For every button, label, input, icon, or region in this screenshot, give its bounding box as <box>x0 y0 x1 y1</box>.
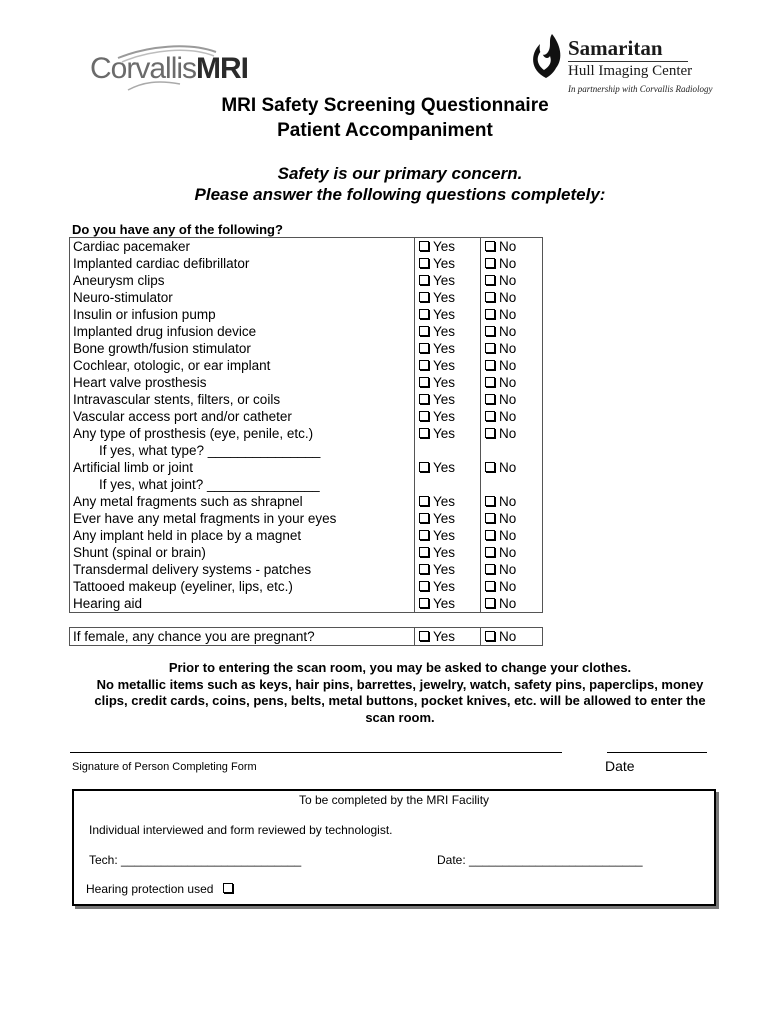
checkbox-icon <box>419 462 429 472</box>
yes-label: Yes <box>433 324 456 339</box>
question-text: Cardiac pacemaker <box>73 239 191 254</box>
checkbox-icon <box>485 428 495 438</box>
no-checkbox[interactable] <box>485 425 516 442</box>
yes-checkbox[interactable] <box>419 323 455 340</box>
yes-label: Yes <box>433 375 456 390</box>
question-row <box>70 544 542 561</box>
no-label: No <box>499 324 517 339</box>
yes-checkbox[interactable] <box>419 561 455 578</box>
no-label: No <box>499 596 517 611</box>
checkbox-icon <box>419 496 429 506</box>
followup-field[interactable]: If yes, what joint? _______________ <box>99 477 320 492</box>
questions-heading: Do you have any of the following? <box>72 222 283 237</box>
no-label: No <box>499 409 517 424</box>
question-text: Intravascular stents, filters, or coils <box>73 392 281 407</box>
checkbox-icon <box>485 462 495 472</box>
question-text: Bone growth/fusion stimulator <box>73 341 251 356</box>
question-text: Aneurysm clips <box>73 273 165 288</box>
yes-checkbox[interactable] <box>419 510 455 527</box>
no-checkbox[interactable] <box>485 391 516 408</box>
yes-checkbox[interactable] <box>419 544 455 561</box>
page-title-line2: Patient Accompaniment <box>277 120 493 141</box>
page-title: MRI Safety Screening Questionnaire <box>221 95 549 116</box>
yes-checkbox[interactable] <box>419 289 455 306</box>
yes-checkbox[interactable] <box>419 578 455 595</box>
question-text: Transdermal delivery systems - patches <box>73 562 312 577</box>
no-label: No <box>499 426 517 441</box>
question-text: If female, any chance you are pregnant? <box>73 629 315 644</box>
no-checkbox[interactable] <box>485 510 516 527</box>
yes-checkbox[interactable] <box>419 391 455 408</box>
no-checkbox[interactable] <box>485 306 516 323</box>
question-text: Insulin or infusion pump <box>73 307 216 322</box>
yes-label: Yes <box>433 426 456 441</box>
question-row <box>70 289 542 306</box>
no-label: No <box>499 629 517 644</box>
question-row <box>70 561 542 578</box>
no-label: No <box>499 562 517 577</box>
subtitle-line1: Safety is our primary concern. <box>277 164 523 183</box>
question-row <box>70 391 542 408</box>
question-row <box>70 408 542 425</box>
checkbox-icon <box>419 292 429 302</box>
yes-checkbox[interactable] <box>419 238 455 255</box>
question-text: Artificial limb or joint <box>73 460 194 475</box>
checkbox-icon <box>485 631 495 641</box>
question-row <box>70 272 542 289</box>
no-checkbox[interactable] <box>485 255 516 272</box>
no-checkbox[interactable] <box>485 323 516 340</box>
notice-line3: clips, credit cards, coins, pens, belts, metal buttons, pocket knives, etc. will be allowed to enter the <box>94 693 706 708</box>
checkbox-icon <box>419 581 429 591</box>
no-checkbox[interactable] <box>485 544 516 561</box>
checkbox-icon <box>419 241 429 251</box>
corvallis-mri-logo <box>88 44 248 96</box>
yes-checkbox[interactable] <box>419 340 455 357</box>
pregnancy-row <box>70 628 542 645</box>
question-row <box>70 459 542 493</box>
question-text: Hearing aid <box>73 596 143 611</box>
question-text: Any type of prosthesis (eye, penile, etc.) <box>73 426 314 441</box>
question-text: Heart valve prosthesis <box>73 375 207 390</box>
notice-line1: Prior to entering the scan room, you may be asked to change your clothes. <box>168 660 632 675</box>
yes-label: Yes <box>433 511 456 526</box>
logo-rule <box>568 61 688 62</box>
notice-line4: scan room. <box>365 710 435 725</box>
logo-partner-text: In partnership with Corvallis Radiology <box>568 84 713 94</box>
notice-line2: No metallic items such as keys, hair pins, barrettes, jewelry, watch, safety pins, paperclips, money <box>96 677 704 692</box>
signature-label: Signature of Person Completing Form <box>72 761 257 773</box>
checkbox-icon <box>485 275 495 285</box>
checkbox-icon <box>419 564 429 574</box>
question-row <box>70 595 542 612</box>
no-label: No <box>499 256 517 271</box>
question-text: Cochlear, otologic, or ear implant <box>73 358 271 373</box>
question-text: Implanted drug infusion device <box>73 324 257 339</box>
yes-label: Yes <box>433 239 456 254</box>
question-row <box>70 306 542 323</box>
facility-heading: To be completed by the MRI Facility <box>298 793 490 807</box>
checkbox-icon <box>485 343 495 353</box>
no-checkbox[interactable] <box>485 561 516 578</box>
checkbox-icon <box>485 394 495 404</box>
checkbox-icon <box>485 360 495 370</box>
signature-field[interactable] <box>70 752 562 753</box>
facility-box <box>72 789 716 906</box>
checkbox-icon <box>485 581 495 591</box>
checkbox-icon <box>485 377 495 387</box>
question-text: Shunt (spinal or brain) <box>73 545 206 560</box>
yes-label: Yes <box>433 409 456 424</box>
tech-field[interactable]: Tech: ___________________________ <box>89 853 302 867</box>
yes-label: Yes <box>433 307 456 322</box>
question-text: Ever have any metal fragments in your eyes <box>73 511 337 526</box>
no-checkbox[interactable] <box>485 340 516 357</box>
checkbox-icon <box>485 258 495 268</box>
yes-checkbox[interactable] <box>419 628 455 645</box>
checkbox-icon <box>419 309 429 319</box>
yes-label: Yes <box>433 528 456 543</box>
no-label: No <box>499 392 517 407</box>
checkbox-icon <box>485 547 495 557</box>
no-checkbox[interactable] <box>485 357 516 374</box>
checkbox-icon <box>419 598 429 608</box>
question-text: Any implant held in place by a magnet <box>73 528 302 543</box>
hearing-protection-row <box>86 882 237 896</box>
no-checkbox[interactable] <box>485 628 516 645</box>
question-row <box>70 340 542 357</box>
yes-checkbox[interactable] <box>419 374 455 391</box>
checkbox-icon <box>485 598 495 608</box>
yes-checkbox[interactable] <box>419 272 455 289</box>
no-label: No <box>499 460 517 475</box>
checkbox-icon <box>419 275 429 285</box>
checkbox-icon <box>485 513 495 523</box>
no-label: No <box>499 511 517 526</box>
no-label: No <box>499 375 517 390</box>
checkbox-icon <box>419 547 429 557</box>
question-text: Any metal fragments such as shrapnel <box>73 494 303 509</box>
yes-label: Yes <box>433 358 456 373</box>
question-text: Tattooed makeup (eyeliner, lips, etc.) <box>73 579 293 594</box>
logo-mri-text: MRI <box>196 52 249 85</box>
yes-label: Yes <box>433 596 456 611</box>
question-text: Vascular access port and/or catheter <box>73 409 292 424</box>
yes-checkbox[interactable] <box>419 595 455 612</box>
no-label: No <box>499 579 517 594</box>
yes-checkbox[interactable] <box>419 459 455 476</box>
question-row <box>70 238 542 255</box>
checkbox-icon <box>419 394 429 404</box>
hearing-protection-label: Hearing protection used <box>86 882 214 896</box>
no-checkbox[interactable] <box>485 289 516 306</box>
facility-date-field[interactable]: Date: __________________________ <box>437 853 643 867</box>
no-checkbox[interactable] <box>485 459 516 476</box>
question-row <box>70 323 542 340</box>
checkbox-icon <box>419 513 429 523</box>
yes-label: Yes <box>433 460 456 475</box>
checkbox-icon <box>419 326 429 336</box>
yes-label: Yes <box>433 256 456 271</box>
date-field[interactable] <box>607 752 707 753</box>
yes-checkbox[interactable] <box>419 527 455 544</box>
checkbox-icon <box>485 309 495 319</box>
checkbox-icon <box>419 258 429 268</box>
checkbox-icon <box>485 564 495 574</box>
no-checkbox[interactable] <box>485 527 516 544</box>
question-row <box>70 357 542 374</box>
no-checkbox[interactable] <box>485 238 516 255</box>
facility-reviewed-text: Individual interviewed and form reviewed by technologist. <box>89 823 393 837</box>
checkbox-icon <box>485 496 495 506</box>
logo-samaritan-text: Samaritan <box>568 36 663 60</box>
no-label: No <box>499 358 517 373</box>
checkbox-icon <box>419 530 429 540</box>
question-row <box>70 578 542 595</box>
no-label: No <box>499 273 517 288</box>
yes-label: Yes <box>433 545 456 560</box>
checkbox-icon <box>485 241 495 251</box>
followup-field[interactable]: If yes, what type? _______________ <box>99 443 321 458</box>
yes-checkbox[interactable] <box>419 408 455 425</box>
no-label: No <box>499 307 517 322</box>
yes-label: Yes <box>433 273 456 288</box>
logo-corvallis-text: Corvallis <box>90 52 197 85</box>
question-row <box>70 510 542 527</box>
yes-label: Yes <box>433 290 456 305</box>
subtitle-line2: Please answer the following questions completely: <box>194 185 606 204</box>
question-row <box>70 425 542 459</box>
yes-checkbox[interactable] <box>419 357 455 374</box>
yes-label: Yes <box>433 562 456 577</box>
checkbox-icon <box>419 377 429 387</box>
checkbox-icon <box>485 292 495 302</box>
yes-label: Yes <box>433 579 456 594</box>
no-checkbox[interactable] <box>485 272 516 289</box>
checkbox-icon <box>419 343 429 353</box>
pregnancy-table <box>69 627 543 646</box>
yes-checkbox[interactable] <box>419 493 455 510</box>
no-checkbox[interactable] <box>485 374 516 391</box>
no-checkbox[interactable] <box>485 493 516 510</box>
no-checkbox[interactable] <box>485 408 516 425</box>
flame-logo-icon <box>526 34 566 80</box>
no-checkbox[interactable] <box>485 578 516 595</box>
question-text: Implanted cardiac defibrillator <box>73 256 250 271</box>
checkbox-icon <box>419 411 429 421</box>
yes-checkbox[interactable] <box>419 425 455 442</box>
checkbox-icon <box>419 428 429 438</box>
question-text: Neuro-stimulator <box>73 290 173 305</box>
question-row <box>70 527 542 544</box>
yes-label: Yes <box>433 341 456 356</box>
no-label: No <box>499 494 517 509</box>
question-row <box>70 255 542 272</box>
checkbox-icon <box>485 326 495 336</box>
question-row <box>70 493 542 510</box>
no-label: No <box>499 239 517 254</box>
date-label: Date <box>605 758 635 774</box>
no-label: No <box>499 290 517 305</box>
question-row <box>70 374 542 391</box>
hearing-protection-checkbox[interactable] <box>223 883 233 893</box>
checkbox-icon <box>485 530 495 540</box>
yes-label: Yes <box>433 629 456 644</box>
logo-hull-text: Hull Imaging Center <box>568 63 693 79</box>
yes-checkbox[interactable] <box>419 255 455 272</box>
checkbox-icon <box>419 360 429 370</box>
questions-table <box>69 237 543 613</box>
yes-label: Yes <box>433 392 456 407</box>
checkbox-icon <box>485 411 495 421</box>
no-label: No <box>499 528 517 543</box>
checkbox-icon <box>419 631 429 641</box>
yes-label: Yes <box>433 494 456 509</box>
no-label: No <box>499 545 517 560</box>
no-label: No <box>499 341 517 356</box>
no-checkbox[interactable] <box>485 595 516 612</box>
samaritan-logo <box>526 34 713 94</box>
yes-checkbox[interactable] <box>419 306 455 323</box>
